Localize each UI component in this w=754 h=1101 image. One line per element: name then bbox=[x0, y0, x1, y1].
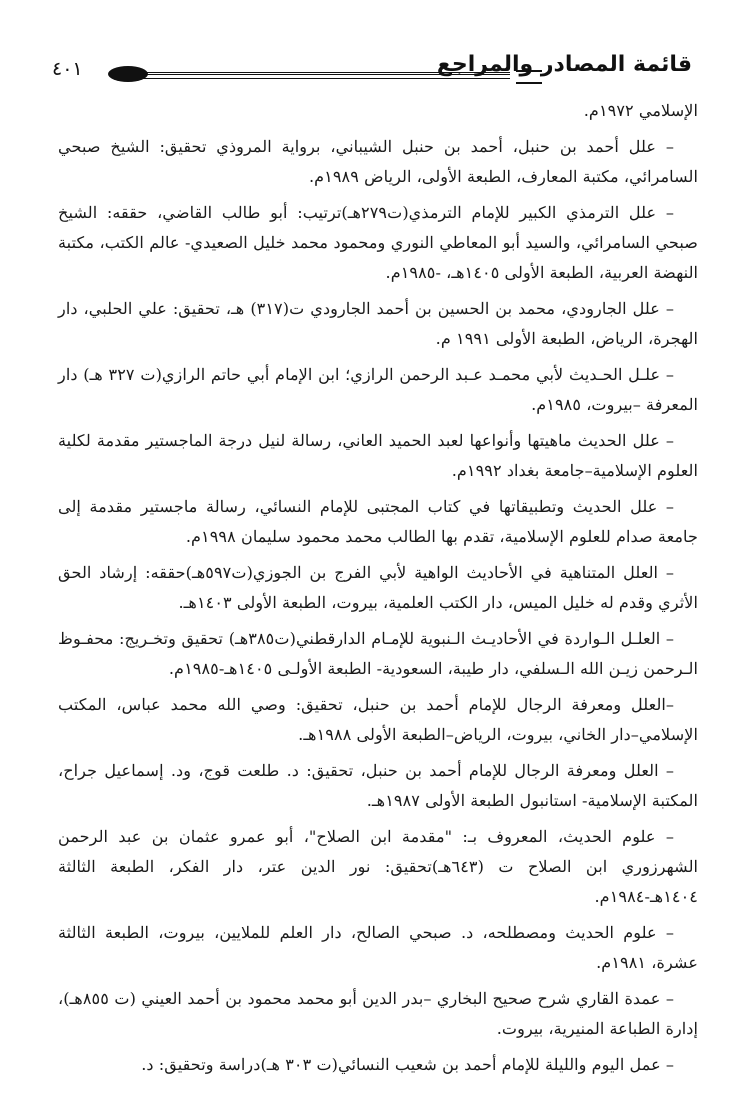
bibliography-entry: – علوم الحديث ومصطلحه، د. صبحي الصالح، دار العلم للملايين، بيروت، الطبعة الثالثة عشرة، ١٩٨١م. bbox=[58, 923, 698, 972]
header-title: قائمة المصادر والمراجع bbox=[436, 52, 692, 77]
header-rule bbox=[118, 72, 510, 75]
bibliography-entry: – عمدة القاري شرح صحيح البخاري –بدر الدين أبو محمد محمود بن أحمد العيني (ت ٨٥٥هـ)، إدارة الطباعة المنيرية، بيروت. bbox=[58, 989, 698, 1038]
bibliography-entry: – العلـل الـواردة في الأحاديـث الـنبوية للإمـام الدارقطني(ت٣٨٥هـ) تحقيق وتخـريج: محفـوظ الـرحمن زيـن الله الـسلفي، دار طيبة، السعودية- الطبعة الأولـى ١٤٠٥هـ-١٩٨٥م. bbox=[58, 629, 698, 678]
page-number: ٤٠١ bbox=[52, 58, 83, 80]
bibliography-entry: – علل الحديث ماهيتها وأنواعها لعبد الحميد العاني، رسالة لنيل درجة الماجستير مقدمة لكلية العلوم الإسلامية–جامعة بغداد ١٩٩٢م. bbox=[58, 431, 698, 480]
running-header bbox=[52, 40, 692, 92]
bibliography-entry: – علل أحمد بن حنبل، أحمد بن حنبل الشيباني، برواية المروذي تحقيق: الشيخ صبحي السامرائي، مكتبة المعارف، الطبعة الأولى، الرياض ١٩٨٩م. bbox=[58, 137, 698, 186]
header-ornament bbox=[516, 70, 542, 84]
bibliography-entry: – علل الترمذي الكبير للإمام الترمذي(ت٢٧٩هـ)ترتيب: أبو طالب القاضي، حققه: الشيخ صبحي السامرائي، والسيد أبو المعاطي النوري ومحمود محمد خليل الصعيدي- عالم الكتب، مكتبة النهضة العربية، الطبعة الأولى ١٤٠٥هـ، -١٩٨٥م. bbox=[58, 203, 698, 282]
bibliography-entry: – علل الجارودي، محمد بن الحسين بن أحمد الجارودي ت(٣١٧) هـ، تحقيق: علي الحلبي، دار الهجرة، الرياض، الطبعة الأولى ١٩٩١ م. bbox=[58, 299, 698, 348]
bibliography-entry: – العلل ومعرفة الرجال للإمام أحمد بن حنبل، تحقيق: د. طلعت قوج، ود. إسماعيل جراح، المكتبة الإسلامية- استانبول الطبعة الأولى ١٩٨٧هـ. bbox=[58, 761, 698, 810]
bibliography-entry: – علـل الحـديث لأبي محمـد عـبد الرحمن الرازي؛ ابن الإمام أبي حاتم الرازي(ت ٣٢٧ هـ) دار المعرفة –بيروت، ١٩٨٥م. bbox=[58, 365, 698, 414]
bibliography-entry: – عمل اليوم والليلة للإمام أحمد بن شعيب النسائي(ت ٣٠٣ هـ)دراسة وتحقيق: د. bbox=[141, 1055, 674, 1074]
header-rule-thin bbox=[118, 78, 510, 79]
header-ornament-blob bbox=[108, 66, 148, 82]
bibliography-entry: – العلل المتناهية في الأحاديث الواهية لأبي الفرج بن الجوزي(ت٥٩٧هـ)حققه: إرشاد الحق الأثري وقدم له خليل الميس، دار الكتب العلمية، بيروت، الطبعة الأولى ١٤٠٣هـ. bbox=[58, 563, 698, 612]
bibliography-entry: – علوم الحديث، المعروف بـ: "مقدمة ابن الصلاح"، أبو عمرو عثمان بن عبد الرحمن الشهرزوري ابن الصلاح ت (٦٤٣هـ)تحقيق: نور الدين عتر، دار الفكر، الطبعة الثالثة ١٤٠٤هـ-١٩٨٤م. bbox=[58, 827, 699, 906]
bibliography-entry: الإسلامي ١٩٧٢م. bbox=[583, 101, 698, 120]
bibliography-list bbox=[58, 96, 698, 1086]
bibliography-entry: – علل الحديث وتطبيقاتها في كتاب المجتبى للإمام النسائي، رسالة ماجستير مقدمة إلى جامعة صدام للعلوم الإسلامية، تقدم بها الطالب محمد محمود سليمان ١٩٩٨م. bbox=[58, 497, 698, 546]
bibliography-entry: –العلل ومعرفة الرجال للإمام أحمد بن حنبل، تحقيق: وصي الله محمد عباس، المكتب الإسلامي–دار الخاني، بيروت، الرياض–الطبعة الأولى ١٩٨٨هـ. bbox=[58, 695, 698, 744]
